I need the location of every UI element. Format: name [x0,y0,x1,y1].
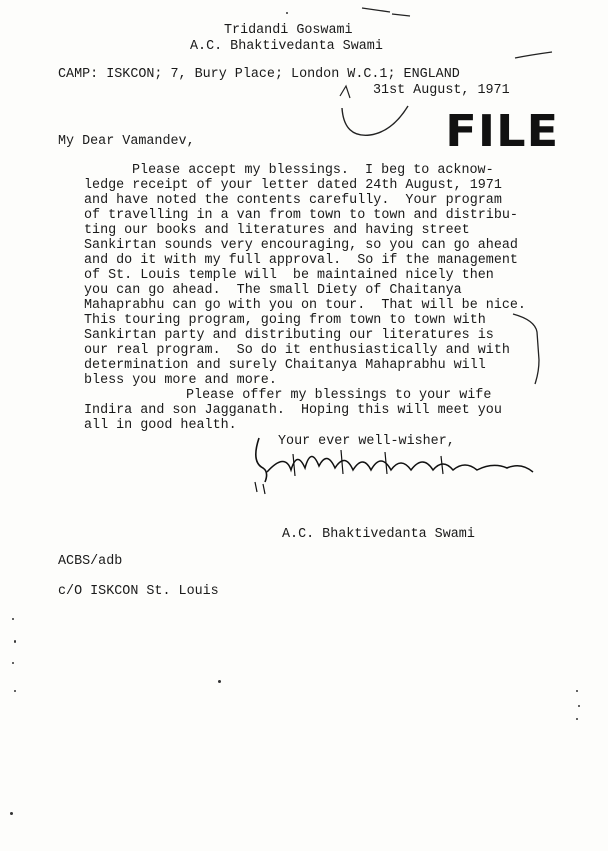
letterhead-line1: Tridandi Goswami [224,23,353,38]
body-line: determination and surely Chaitanya Mahaprabhu will [84,358,486,373]
handwritten-signature [245,432,545,502]
body-line: This touring program, going from town to town with [84,313,486,328]
body-line: our real program. So do it enthusiastically and with [84,343,510,358]
body-line: Sankirtan sounds very encouraging, so you can go ahead [84,238,518,253]
body-line: bless you more and more. [84,373,277,388]
letterhead-line2: A.C. Bhaktivedanta Swami [190,39,383,54]
body-line: ting our books and literatures and having street [84,223,470,238]
salutation: My Dear Vamandev, [58,134,195,149]
body-line: of travelling in a van from town to town and distribu- [84,208,518,223]
reference-initials: ACBS/adb [58,554,123,569]
body-line: Mahaprabhu can go with you on tour. That will be nice. [84,298,526,313]
closing: Your ever well-wisher, [278,434,455,449]
body-line: Please accept my blessings. I beg to acknow- [132,163,494,178]
body-line: and have noted the contents carefully. Your program [84,193,502,208]
body-line: Indira and son Jagganath. Hoping this will meet you [84,403,502,418]
carbon-copy: c/O ISKCON St. Louis [58,584,219,599]
body-line: of St. Louis temple will be maintained nicely then [84,268,494,283]
camp-address: CAMP: ISKCON; 7, Bury Place; London W.C.1; ENGLAND [58,67,460,82]
body-line: ledge receipt of your letter dated 24th August, 1971 [84,178,502,193]
file-stamp: FILE [445,106,560,157]
body-line: Please offer my blessings to your wife [186,388,492,403]
typed-signature-name: A.C. Bhaktivedanta Swami [282,527,475,542]
body-line: Sankirtan party and distributing our literatures is [84,328,494,343]
body-line: and do it with my full approval. So if the management [84,253,518,268]
body-line: all in good health. [84,418,237,433]
body-line: you can go ahead. The small Diety of Chaitanya [84,283,462,298]
margin-bracket [505,310,555,390]
letter-date: 31st August, 1971 [373,83,510,98]
